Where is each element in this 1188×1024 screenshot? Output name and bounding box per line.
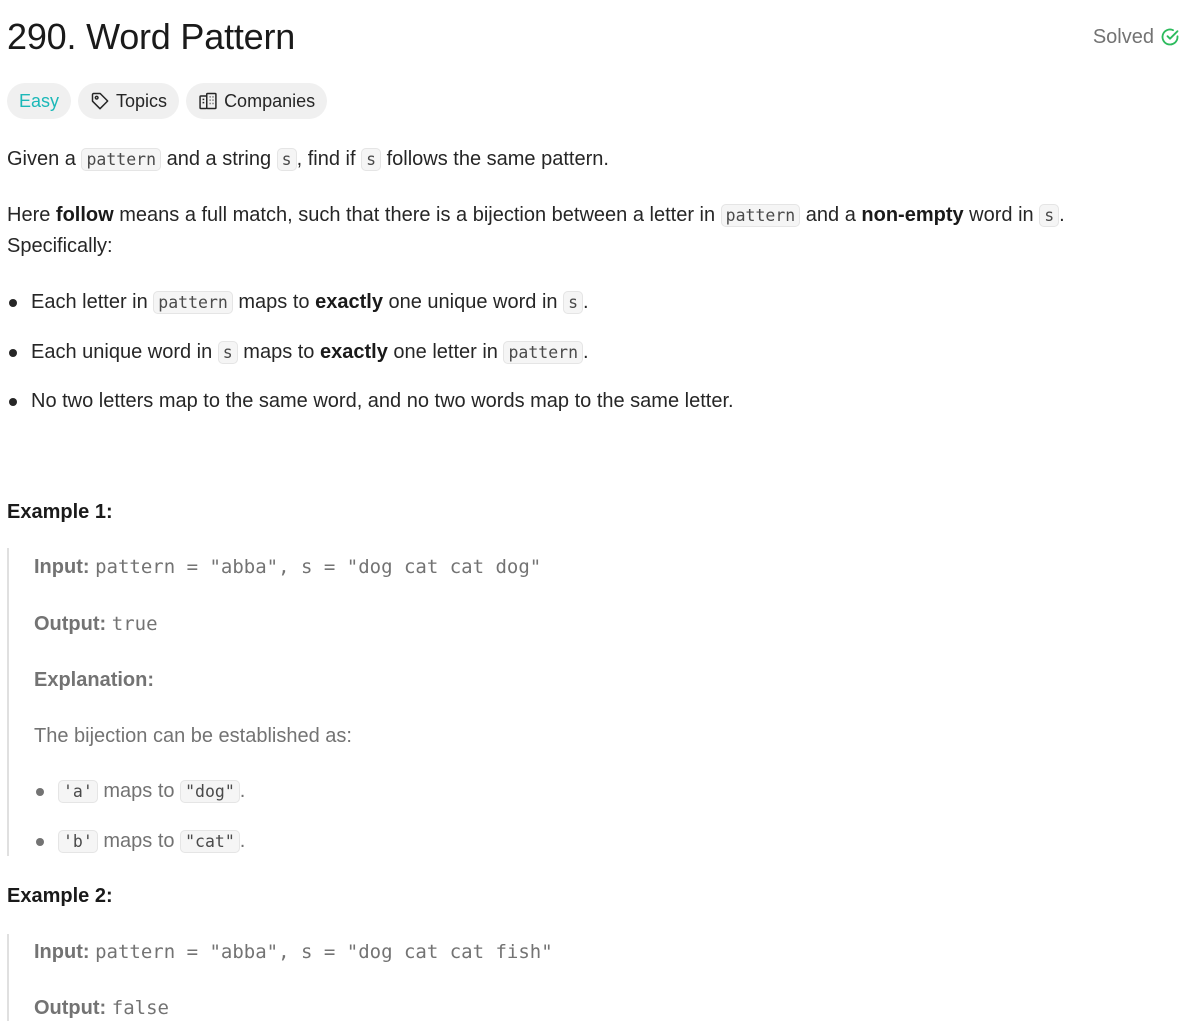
- example-2-heading: Example 2:: [7, 885, 113, 907]
- list-item: 'a' maps to "dog" .: [34, 776, 245, 826]
- example-1-output: Output: true: [34, 613, 158, 635]
- example-1-input: Input: pattern = "abba", s = "dog cat cat dog": [34, 556, 542, 578]
- description-paragraph-2: Here follow means a full match, such that there is a bijection between a letter in pattern and a non-empty word in s . Specifically:: [7, 204, 1065, 257]
- topics-button[interactable]: [78, 83, 179, 119]
- example-2-border: [7, 934, 9, 1021]
- list-item: No two letters map to the same word, and no two words map to the same letter.: [7, 386, 734, 436]
- example-1-border: [7, 548, 9, 856]
- difficulty-label: Easy: [19, 90, 60, 111]
- constraint-list: [7, 287, 734, 436]
- companies-button[interactable]: [186, 83, 327, 119]
- check-circle-icon: [1160, 27, 1180, 47]
- page-title: 290. Word Pattern: [7, 16, 296, 57]
- description-paragraph-1: Given a pattern and a string s , find if s follows the same pattern.: [7, 148, 609, 170]
- topics-label: Topics: [116, 90, 168, 111]
- difficulty-badge[interactable]: [7, 83, 71, 119]
- list-item: Each letter in pattern maps to exactly one unique word in s .: [7, 287, 734, 337]
- example-2-input: Input: pattern = "abba", s = "dog cat cat fish": [34, 941, 553, 963]
- companies-label: Companies: [224, 90, 316, 111]
- example-1-explanation-label: Explanation:: [34, 669, 155, 691]
- list-item: Each unique word in s maps to exactly one letter in pattern .: [7, 337, 734, 387]
- building-icon: [198, 91, 218, 111]
- solved-status: [1093, 24, 1180, 50]
- solved-label: Solved: [1092, 26, 1154, 48]
- tag-row: [7, 83, 327, 119]
- list-item: 'b' maps to "cat" .: [34, 826, 245, 876]
- example-1-explanation: The bijection can be established as:: [34, 725, 352, 747]
- tag-icon: [90, 91, 110, 111]
- example-1-heading: Example 1:: [7, 501, 113, 523]
- example-1-mapping-list: [34, 776, 245, 875]
- example-2-output: Output: false: [34, 997, 169, 1019]
